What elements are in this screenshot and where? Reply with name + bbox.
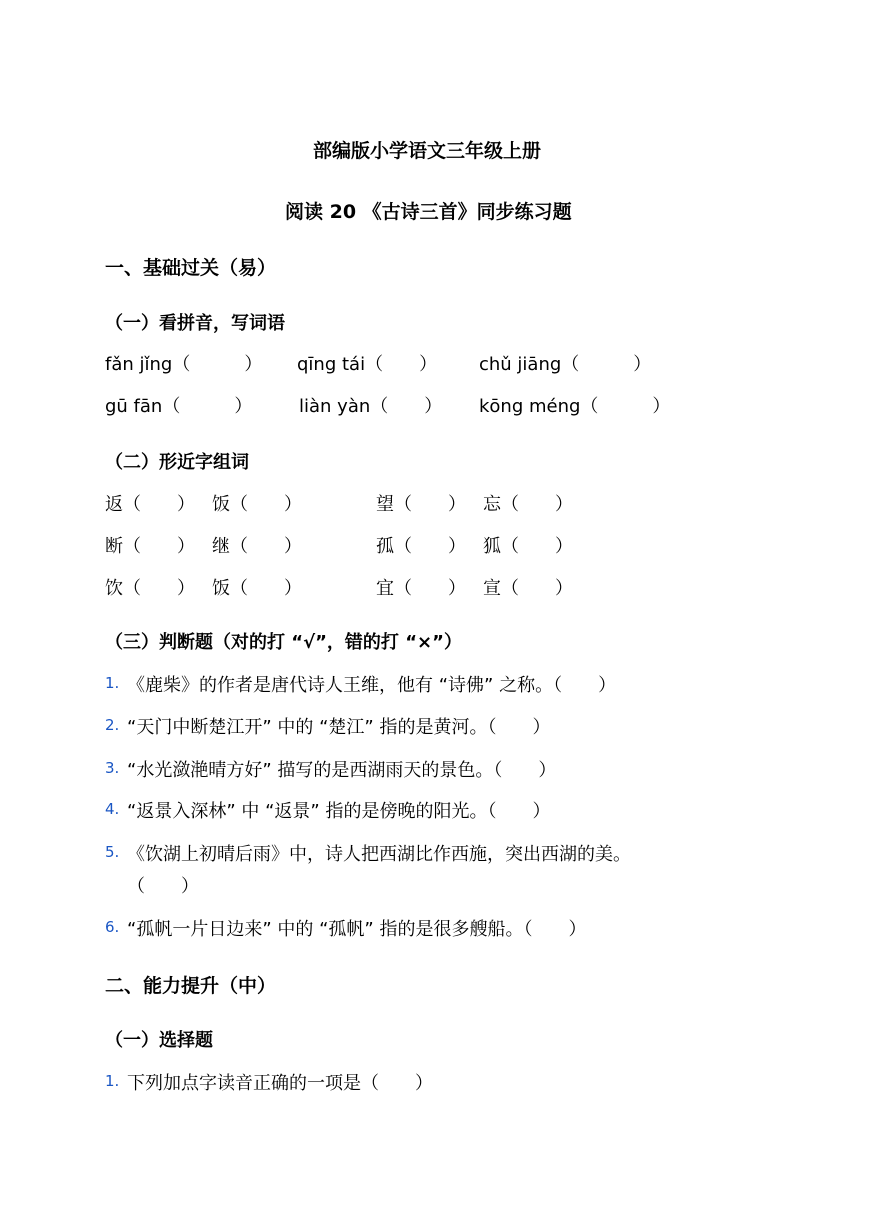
question-text: 《鹿柴》的作者是唐代诗人王维，他有 “诗佛” 之称。（ ） — [127, 675, 617, 696]
char-item: 孤（ ） — [376, 536, 466, 557]
section-1-part-1-heading: （一）看拼音，写词语 — [105, 313, 285, 334]
question-text: “天门中断楚江开” 中的 “楚江” 指的是黄河。（ ） — [127, 717, 551, 738]
question-number: 1. — [105, 674, 120, 692]
char-item: 宣（ ） — [483, 578, 573, 599]
question-number: 2. — [105, 716, 120, 734]
question-number: 3. — [105, 759, 120, 777]
document-title: 部编版小学语文三年级上册 — [313, 140, 542, 162]
question-number: 5. — [105, 843, 120, 861]
char-item: 狐（ ） — [483, 536, 573, 557]
question-number: 6. — [105, 918, 120, 936]
char-item: 饮（ ） — [105, 578, 195, 599]
char-item: 忘（ ） — [483, 494, 573, 515]
char-item: 望（ ） — [376, 494, 466, 515]
section-1-heading: 一、基础过关（易） — [105, 257, 277, 279]
pinyin-item: fǎn jǐng（ ） — [105, 354, 263, 375]
char-item: 断（ ） — [105, 536, 195, 557]
char-item: 饭（ ） — [212, 578, 302, 599]
section-1-part-2-heading: （二）形近字组词 — [105, 452, 249, 473]
question-text: 《饮湖上初晴后雨》中，诗人把西湖比作西施，突出西湖的美。 — [127, 844, 631, 865]
char-item: 宜（ ） — [376, 578, 466, 599]
pinyin-item: gū fān（ ） — [105, 396, 253, 417]
char-item: 饭（ ） — [212, 494, 302, 515]
section-2-heading: 二、能力提升（中） — [105, 975, 277, 997]
pinyin-item: qīng tái（ ） — [297, 354, 438, 375]
question-answer-blank: （ ） — [127, 876, 199, 897]
section-2-part-1-heading: （一）选择题 — [105, 1030, 213, 1051]
char-item: 继（ ） — [212, 536, 302, 557]
document-subtitle: 阅读 20 《古诗三首》同步练习题 — [285, 201, 572, 223]
char-item: 返（ ） — [105, 494, 195, 515]
section-1-part-3-heading: （三）判断题（对的打 “√”，错的打 “×”） — [105, 632, 462, 653]
question-text: “水光潋滟晴方好” 描写的是西湖雨天的景色。（ ） — [127, 760, 557, 781]
pinyin-item: kōng méng（ ） — [479, 396, 671, 417]
pinyin-item: chǔ jiāng（ ） — [479, 354, 652, 375]
question-number: 4. — [105, 800, 120, 818]
question-text: “返景入深林” 中 “返景” 指的是傍晚的阳光。（ ） — [127, 801, 551, 822]
question-number: 1. — [105, 1072, 120, 1090]
pinyin-item: liàn yàn（ ） — [299, 396, 443, 417]
question-text: “孤帆一片日边来” 中的 “孤帆” 指的是很多艘船。（ ） — [127, 919, 587, 940]
question-text: 下列加点字读音正确的一项是（ ） — [127, 1073, 433, 1094]
